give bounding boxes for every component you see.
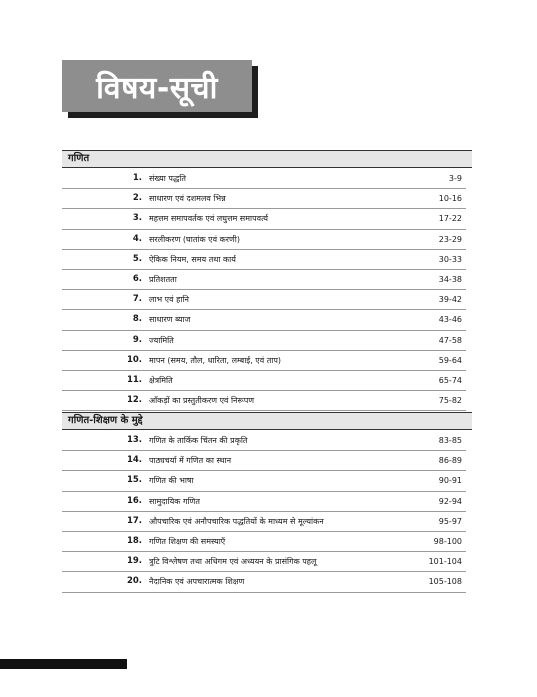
- chapter-title: साधारण एवं दशमलव भिन्न: [149, 194, 226, 204]
- chapter-number: 5.: [132, 253, 142, 264]
- toc-row[interactable]: [62, 431, 466, 451]
- page-range: 47-58: [438, 335, 462, 345]
- chapter-number: 20.: [126, 576, 142, 587]
- page-range: 83-85: [438, 436, 462, 445]
- chapter-number: 9.: [132, 334, 142, 345]
- page-range: 65-74: [438, 375, 462, 385]
- page-range: 23-29: [438, 234, 462, 244]
- page-range: 10-16: [438, 194, 462, 204]
- toc-row[interactable]: [62, 471, 466, 491]
- section-heading-math: गणित: [62, 150, 472, 168]
- toc-row[interactable]: [62, 290, 466, 310]
- page-range: 75-82: [438, 396, 462, 406]
- chapter-title: त्रुटि विश्लेषण तथा अधिगम एवं अध्ययन के प्रासंगिक पहलू: [149, 557, 317, 567]
- chapter-title: सरलीकरण (घातांक एवं करणी): [149, 234, 240, 244]
- toc-row[interactable]: [62, 169, 466, 189]
- page-title: विषय-सूची: [62, 60, 252, 112]
- chapter-number: 18.: [126, 535, 142, 546]
- chapter-title: औपचारिक एवं अनौपचारिक पद्धतियों के माध्यम से मूल्यांकन: [149, 516, 324, 526]
- chapter-number: 1.: [132, 173, 142, 183]
- chapter-number: 16.: [126, 495, 142, 506]
- chapter-title: प्रतिशतता: [149, 274, 177, 284]
- chapter-title: मापन (समय, तौल, धारिता, लम्बाई, एवं ताप): [149, 355, 282, 365]
- chapter-title: साधारण ब्याज: [149, 315, 191, 325]
- chapter-title: सामुदायिक गणित: [149, 496, 200, 506]
- decorative-bottom-bar: [0, 659, 127, 669]
- chapter-title: महत्तम समापवर्तक एवं लघुत्तम समापवर्त्य: [149, 214, 269, 224]
- chapter-number: 12.: [126, 395, 142, 406]
- page-range: 34-38: [438, 274, 462, 284]
- chapter-title: पाठ्यचर्या में गणित का स्थान: [149, 456, 232, 466]
- chapter-title: ज्यामिति: [149, 335, 174, 345]
- page-range: 95-97: [438, 516, 462, 526]
- page-range: 101-104: [428, 557, 462, 567]
- chapter-number: 14.: [126, 455, 142, 466]
- chapter-title: लाभ एवं हानि: [149, 295, 189, 305]
- chapter-number: 7.: [132, 294, 142, 305]
- chapter-number: 15.: [126, 475, 142, 486]
- chapter-title: गणित शिक्षण की समस्याएँ: [149, 536, 226, 546]
- chapter-title: गणित की भाषा: [149, 476, 194, 486]
- page-range: 105-108: [428, 577, 462, 587]
- toc-row[interactable]: [62, 552, 466, 572]
- toc-row[interactable]: [62, 572, 466, 592]
- toc-row[interactable]: [62, 331, 466, 351]
- page-range: 92-94: [438, 496, 462, 506]
- chapter-title: संख्या पद्धति: [149, 174, 186, 183]
- page-range: 43-46: [438, 315, 462, 325]
- toc-row[interactable]: [62, 492, 466, 512]
- section-heading-math-teaching: गणित-शिक्षण के मुद्दे: [62, 412, 472, 430]
- chapter-number: 2.: [132, 193, 142, 204]
- toc-row[interactable]: [62, 451, 466, 471]
- chapter-number: 4.: [132, 233, 142, 244]
- toc-row[interactable]: [62, 189, 466, 209]
- page-range: 30-33: [438, 254, 462, 264]
- toc-row[interactable]: [62, 250, 466, 270]
- toc-row[interactable]: [62, 391, 466, 411]
- chapter-number: 11.: [126, 374, 142, 385]
- toc-row[interactable]: [62, 512, 466, 532]
- page-range: 98-100: [433, 536, 462, 546]
- toc-row[interactable]: [62, 310, 466, 330]
- page-range: 86-89: [438, 456, 462, 466]
- toc-row[interactable]: [62, 532, 466, 552]
- toc-row[interactable]: [62, 230, 466, 250]
- toc-list-math: [62, 169, 466, 411]
- chapter-title: आँकड़ों का प्रस्तुतीकरण एवं निरूपण: [149, 396, 255, 406]
- page-range: 3-9: [448, 174, 462, 183]
- chapter-number: 17.: [126, 515, 142, 526]
- chapter-number: 13.: [126, 435, 142, 445]
- page-range: 59-64: [438, 355, 462, 365]
- page-range: 17-22: [438, 214, 462, 224]
- chapter-title: गणित के तार्किक चिंतन की प्रकृति: [149, 436, 248, 445]
- toc-row[interactable]: [62, 371, 466, 391]
- chapter-title: क्षेत्रमिति: [149, 375, 173, 385]
- toc-row[interactable]: [62, 351, 466, 371]
- page-range: 39-42: [438, 295, 462, 305]
- chapter-number: 19.: [126, 556, 142, 567]
- toc-row[interactable]: [62, 209, 466, 229]
- page-title-banner: [62, 60, 258, 118]
- chapter-number: 10.: [126, 354, 142, 365]
- toc-list-math-teaching: [62, 431, 466, 593]
- chapter-number: 8.: [132, 314, 142, 325]
- toc-row[interactable]: [62, 270, 466, 290]
- chapter-number: 6.: [132, 273, 142, 284]
- chapter-title: ऐकिक नियम, समय तथा कार्य: [149, 254, 236, 264]
- chapter-title: नैदानिक एवं अपचारात्मक शिक्षण: [149, 577, 245, 587]
- chapter-number: 3.: [132, 213, 142, 224]
- page-range: 90-91: [438, 476, 462, 486]
